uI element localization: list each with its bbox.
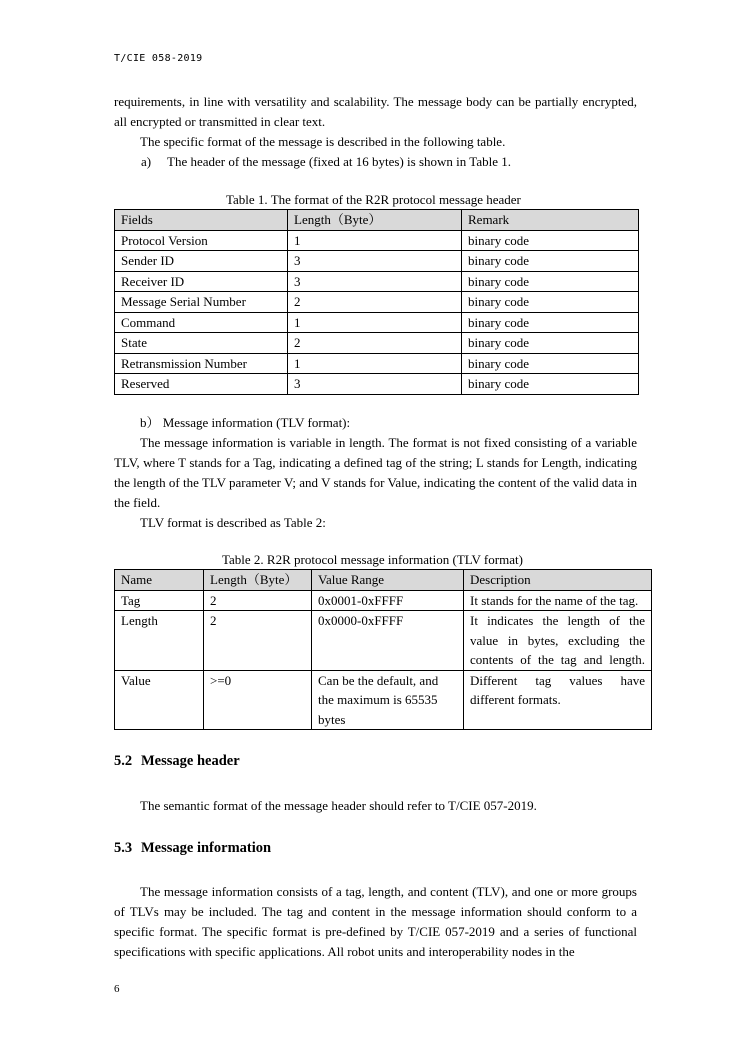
table-row: [115, 312, 639, 333]
list-item-b: b） Message information (TLV format):: [140, 415, 351, 430]
table-cell: 1: [288, 353, 462, 374]
section-number: 5.3: [114, 840, 133, 856]
section-title: Message header: [141, 753, 240, 769]
table-cell: 3: [288, 251, 462, 272]
table-header-row: [115, 570, 652, 591]
list-item-a: [114, 152, 637, 172]
table-cell: Length: [115, 611, 204, 671]
table-cell: >=0: [204, 670, 312, 730]
table-cell: 3: [288, 374, 462, 395]
table-cell: binary code: [462, 333, 639, 354]
table-cell: Command: [115, 312, 288, 333]
document-code: T/CIE 058-2019: [114, 53, 203, 64]
table-cell: 2: [204, 590, 312, 611]
table1-caption: Table 1. The format of the R2R protocol message header: [226, 192, 521, 207]
table-cell: binary code: [462, 271, 639, 292]
list-marker: a): [141, 154, 152, 169]
table-cell: 0x0000-0xFFFF: [312, 611, 464, 671]
table-row: [115, 670, 652, 730]
section-5-3-body: [114, 882, 637, 962]
tlv-table-reference: TLV format is described as Table 2:: [140, 515, 326, 530]
table-cell: binary code: [462, 353, 639, 374]
table-cell: Tag: [115, 590, 204, 611]
section-number: 5.2: [114, 753, 133, 769]
table-cell: Value: [115, 670, 204, 730]
table-row: [115, 230, 639, 251]
table-row: [115, 374, 639, 395]
table-cell: Sender ID: [115, 251, 288, 272]
column-header: Value Range: [312, 570, 464, 591]
tlv-format-table: [114, 569, 652, 730]
column-header: Remark: [462, 210, 639, 231]
table-cell: State: [115, 333, 288, 354]
table-row: [115, 333, 639, 354]
table-row: [115, 251, 639, 272]
table-row: [115, 271, 639, 292]
header-format-table: [114, 209, 639, 395]
table-header-row: [115, 210, 639, 231]
format-description: The specific format of the message is described in the following table.: [140, 134, 506, 149]
column-header: Length（Byte）: [204, 570, 312, 591]
table-cell: Message Serial Number: [115, 292, 288, 313]
section-paragraph: The message information consists of a tag, length, and content (TLV), and one or more groups of TLVs may be included. The tag and content in the message information should conform to a specific format. The specific format is pre-defined by T/CIE 057-2019 and a series of functional specifications with specific applications. All robot units and interoperability nodes in the: [114, 884, 637, 959]
table-cell: 2: [204, 611, 312, 671]
table-cell: Different tag values have different formats.: [464, 670, 652, 730]
table-cell: Protocol Version: [115, 230, 288, 251]
section-heading-5-2: [114, 753, 240, 770]
table-cell: 3: [288, 271, 462, 292]
table-row: [115, 590, 652, 611]
table-cell: binary code: [462, 230, 639, 251]
section-heading-5-3: [114, 840, 271, 857]
page-number: 6: [114, 983, 120, 995]
table-row: [115, 353, 639, 374]
table-cell: binary code: [462, 292, 639, 313]
table-row: [115, 292, 639, 313]
table-cell: 2: [288, 333, 462, 354]
column-header: Name: [115, 570, 204, 591]
table-cell: 2: [288, 292, 462, 313]
tlv-paragraph: The message information is variable in length. The format is not fixed consisting of a variable TLV, where T stands for a Tag, indicating a defined tag of the string; L stands for Length, indicating the length of the TLV parameter V; and V stands for Value, indicating the content of the valid data in the field.: [114, 435, 637, 510]
section-5-2-body: [114, 796, 637, 816]
table-cell: binary code: [462, 374, 639, 395]
table-cell: It stands for the name of the tag.: [464, 590, 652, 611]
tlv-section: [114, 413, 637, 533]
intro-section: [114, 92, 637, 172]
table-cell: Receiver ID: [115, 271, 288, 292]
table-cell: 1: [288, 312, 462, 333]
section-paragraph: The semantic format of the message header should refer to T/CIE 057-2019.: [140, 798, 537, 813]
column-header: Description: [464, 570, 652, 591]
table2-caption: Table 2. R2R protocol message information (TLV format): [222, 552, 523, 567]
table-cell: 0x0001-0xFFFF: [312, 590, 464, 611]
table-cell: binary code: [462, 312, 639, 333]
table-cell: binary code: [462, 251, 639, 272]
table-cell: 1: [288, 230, 462, 251]
section-title: Message information: [141, 840, 272, 856]
table-row: [115, 611, 652, 671]
table-cell: Reserved: [115, 374, 288, 395]
intro-paragraph: requirements, in line with versatility and scalability. The message body can be partially encrypted, all encrypted or transmitted in clear text.: [114, 94, 637, 129]
table-cell: Can be the default, and the maximum is 65535 bytes: [312, 670, 464, 730]
list-item-text: The header of the message (fixed at 16 bytes) is shown in Table 1.: [167, 154, 511, 169]
column-header: Fields: [115, 210, 288, 231]
table-cell: Retransmission Number: [115, 353, 288, 374]
column-header: Length（Byte）: [288, 210, 462, 231]
table-cell: It indicates the length of the value in bytes, excluding the contents of the tag and length.: [464, 611, 652, 671]
